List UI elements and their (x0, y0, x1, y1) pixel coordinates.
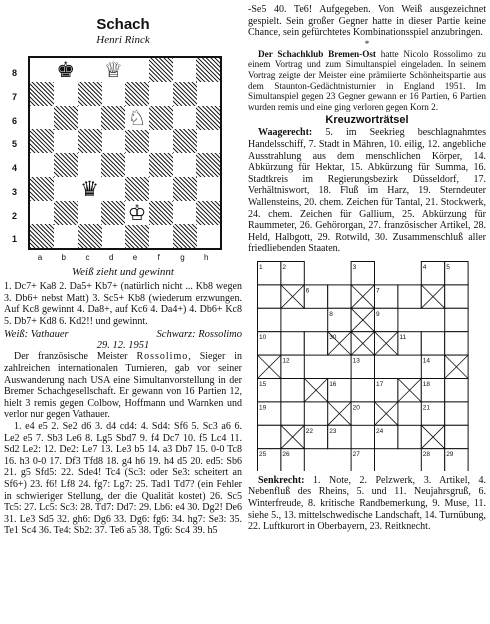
problem-caption: Weiß zieht und gewinnt (72, 266, 174, 278)
board-square (149, 153, 173, 177)
across-clues: 5. im Seekrieg beschlagnahmtes Handelsschiff, 7. Stadt in Mähren, 10. eilig, 12. angebliche Ausstrahlung aus dem menschlichen Körper, 14. Abkürzung für Hektar, 15. Abkürzung für Summa, 16. Stadtkreis im Regierungsbezirk Düsseldorf, 17. Verhältniswort, 18. Fluß im Harz, 19. Sterndeuter Wallensteins, 20. chem. Zeichen für Tantal, 21. Stockwerk, 24. chem. Zeichen für Gallium, 25. Abkürzung für Raummeter, 26. Gehörorgan, 27. französischer Artikel, 28. Held, Halbgott, 29. Rotwild, 30. Zusammenschluß aller friedliebenden Staaten. (248, 127, 487, 255)
board-square (196, 82, 220, 106)
crossword-cell[interactable] (445, 308, 468, 331)
crossword-cell[interactable] (281, 378, 304, 401)
crossword-number: 19 (259, 404, 267, 412)
crossword-number: 8 (329, 310, 333, 318)
board-square (149, 177, 173, 201)
across-label: Waagerecht: (258, 127, 313, 139)
board-square (78, 153, 102, 177)
crossword-number: 27 (352, 451, 360, 459)
game-moves: 1. e4 e5 2. Se2 d6 3. d4 cd4: 4. Sd4: Sf6 5. Sc3 a6 6. Le2 e5 7. Sb3 Le6 8. Lg5 Sbd7 9. f4 Dc7 10. f5 Lc4 11. Sd2 Le2: 12. De2: Le7 13. Le3 b5 14. a3 Db7 15. 0-0 Tc8 16. h3 0-0 17. Df3 Tfd8 18. g4 h6 19. h4 d5 20. ed5: Sb6 21. g5 Sfd5: 22. Sde4! Tc4 (Sc3: oder Se3: scheitert an Sf6+) 23. f6! Lf8 24. fg7: Lg7: 25. Tad1 Td7? (ein Fehler in schwieriger Stellung, der die Qualität kostet) 26. Sc5 Tc5: 27. Lc5: Sc3: 28. Td7: Dd7: 29. Lb6: e4 30. Dg2! De6 31. Le3 Sd5 32. gh6: Dg6 33. Dg6: fg6: 34. hg7: Se3: 35. Te1 Sc4 36. Te4: Sb2: 37. Te6 a5 38. Tg6: Sc4 39. h5 (4, 420, 242, 537)
crossword-number: 23 (329, 427, 337, 435)
crossword-number: 6 (305, 287, 310, 295)
board-square (54, 224, 78, 248)
crossword-cell[interactable] (398, 285, 421, 308)
crossword-number: 10 (259, 334, 267, 342)
game-intro (4, 351, 242, 421)
crossword-number: 13 (352, 357, 360, 365)
file-label: h (204, 253, 209, 262)
board-square (101, 224, 125, 248)
board-square (78, 129, 102, 153)
file-label: b (61, 253, 66, 262)
crossword-number: 21 (422, 404, 431, 412)
board-square (78, 82, 102, 106)
game-intro-post: , Sieger in zahlreichen internationalen Turnieren, gab vor seiner Auswanderung nach USA eine Simultanvorstellung in der Bremer Schachgesellschaft. Er gewann von 16 Partien 12, hielt 3 remis gegen Colbow, Hoffmann und Warnken und verlor nur gegen Vathauer. (4, 351, 243, 421)
crossword-number: 29 (446, 451, 454, 459)
board-square (125, 224, 149, 248)
crossword-cell[interactable] (445, 378, 468, 401)
game-ending: -Se5 40. Te6! Aufgegeben. Von Weiß ausgezeichnet gespielt. Sein großer Gegner hatte in dieser Partie keine Chance, sein gefürchtetes Kombinationsspiel anzubringen. (248, 4, 486, 39)
board-square (173, 177, 197, 201)
board-square (125, 129, 149, 153)
board-square (30, 58, 54, 82)
crossword-cell[interactable] (445, 332, 468, 355)
crossword-cell[interactable] (351, 378, 374, 401)
file-label: f (157, 253, 160, 262)
rank-label: 7 (12, 91, 18, 102)
board-square (149, 224, 173, 248)
left-column (4, 4, 242, 537)
crossword-number: 16 (329, 380, 337, 388)
board-square (30, 177, 54, 201)
board-square (173, 153, 197, 177)
crossword-cell[interactable] (445, 425, 468, 448)
black-queen-piece: ♛ (78, 177, 102, 201)
crossword-cell[interactable] (445, 285, 468, 308)
chess-board (28, 56, 222, 250)
crossword-number: 24 (376, 427, 384, 435)
rank-label: 5 (12, 139, 18, 150)
white-knight-piece: ♘ (125, 106, 149, 130)
right-column (248, 4, 486, 533)
crossword-cell[interactable] (258, 308, 281, 331)
board-square (30, 129, 54, 153)
crossword-number: 11 (399, 334, 407, 342)
crossword-number: 18 (422, 380, 431, 388)
board-square (125, 82, 149, 106)
board-square (149, 58, 173, 82)
crossword-number: 4 (422, 263, 427, 271)
file-label: c (85, 253, 90, 262)
game-black-player: Schwarz: Rossolimo (156, 329, 242, 341)
club-text: hatte Nicolo Rossolimo zu einem Vortrag und zum Simultanspiel eingeladen. In seinem Vortrag zeigte der Meister eine prämiierte Schönheitspartie aus dem Staunton-Gedächtnisturnier in England 1951. Im Simultanspiel gegen 23 Gegner gewann er 16 Partien, 6 Partien wurden remis und eine ging verloren gegen Korn 2. (248, 48, 487, 112)
board-square (173, 106, 197, 130)
crossword-number: 26 (282, 451, 290, 459)
problem-title: Schach (96, 16, 150, 33)
rank-label: 3 (12, 186, 18, 197)
board-square (196, 177, 220, 201)
board-square (30, 201, 54, 225)
board-square (149, 82, 173, 106)
board-square (149, 201, 173, 225)
board-square (173, 201, 197, 225)
board-square (30, 106, 54, 130)
down-label: Senkrecht: (258, 474, 305, 486)
down-clues: 1. Note, 2. Pelzwerk, 3. Artikel, 4. Nebenfluß des Rheins, 5. und 11. Neujahrsgruß, 6. Winterfreude, 8. kritische Randbemerkung, 9. Muse, 11. siehe 5., 13. mittelschwedische Landschaft, 14. Turnübung, 22. Luftkurort in Oberbayern, 23. Reitknecht. (248, 474, 486, 533)
white-king-piece: ♔ (125, 201, 149, 225)
board-square (173, 58, 197, 82)
crossword-number: 15 (259, 380, 267, 388)
rank-label: 8 (12, 68, 18, 78)
crossword-cell[interactable] (281, 402, 304, 425)
crossword-number: 28 (422, 451, 431, 459)
crossword-cell[interactable] (445, 402, 468, 425)
crossword-number: 1 (259, 263, 263, 271)
board-square (173, 82, 197, 106)
crossword-number: 20 (352, 404, 360, 412)
crossword-number: 2 (282, 263, 287, 271)
crossword-cell[interactable] (421, 332, 444, 355)
board-square (30, 224, 54, 248)
board-square (125, 153, 149, 177)
crossword-number: 14 (422, 357, 431, 365)
problem-author: Henri Rinck (96, 34, 150, 46)
crossword-grid-area (248, 261, 486, 473)
crossword-number: 17 (376, 380, 384, 388)
crossword-down (248, 475, 486, 533)
file-label: d (109, 253, 114, 262)
board-square (101, 153, 125, 177)
board-square (101, 82, 125, 106)
board-square (101, 177, 125, 201)
crossword-number: 5 (446, 263, 450, 271)
board-square (196, 106, 220, 130)
file-label: a (37, 253, 43, 262)
problem-solution: 1. Dc7+ Ka8 2. Da5+ Kb7+ (natürlich nicht ... Kb8 wegen 3. Db6+ nebst Matt) 3. Sc5+ Kb8 (wiederum erzwungen. Auf Kc8 gewinnt 4. Da8+, auf Kc6 4. Da4+) 4. Db6+ Kc8 5. Db7+ Kd8 6. Kd2!! und gewinnt. (4, 281, 242, 327)
board-square (54, 106, 78, 130)
crossword-cell[interactable] (304, 332, 327, 355)
board-square (54, 82, 78, 106)
chess-diagram (4, 52, 242, 264)
board-square (78, 58, 102, 82)
separator-star: * (364, 38, 370, 49)
crossword-cell[interactable] (398, 425, 421, 448)
board-square (54, 153, 78, 177)
board-square (196, 58, 220, 82)
crossword-across (248, 127, 486, 255)
file-label: e (132, 253, 138, 262)
crossword-cell[interactable] (258, 425, 281, 448)
board-square (30, 82, 54, 106)
black-king-piece: ♚ (54, 58, 78, 82)
crossword-cell[interactable] (281, 332, 304, 355)
board-square (78, 201, 102, 225)
board-square (54, 201, 78, 225)
white-queen-piece: ♕ (101, 58, 125, 82)
board-square (78, 224, 102, 248)
club-name: Der Schachklub Bremen-Ost (258, 48, 376, 59)
board-square (149, 129, 173, 153)
board-square (125, 58, 149, 82)
board-square (54, 129, 78, 153)
file-label: g (180, 253, 185, 262)
game-header (4, 329, 242, 340)
crossword-cell[interactable] (328, 285, 351, 308)
board-square (173, 224, 197, 248)
game-intro-pre: Der französische Meister (14, 351, 128, 363)
board-square (30, 153, 54, 177)
rank-label: 6 (12, 115, 18, 126)
board-square (78, 106, 102, 130)
board-square (54, 177, 78, 201)
rank-label: 2 (12, 210, 18, 221)
board-square (101, 129, 125, 153)
club-report (248, 49, 486, 113)
crossword-number: 3 (352, 263, 357, 271)
game-intro-name: Rossolimo (136, 351, 189, 363)
crossword-number: 25 (259, 451, 267, 459)
board-square (196, 153, 220, 177)
board-square (125, 177, 149, 201)
crossword-number: 9 (376, 310, 380, 318)
crossword-number: 12 (282, 357, 290, 365)
crossword-number: 30 (329, 334, 337, 342)
board-square (196, 129, 220, 153)
board-square (196, 224, 220, 248)
crossword-number: 22 (305, 427, 314, 435)
board-square (196, 201, 220, 225)
crossword-title: Kreuzworträtsel (325, 114, 409, 127)
board-square (101, 201, 125, 225)
rank-label: 4 (12, 163, 18, 173)
crossword-number: 7 (376, 287, 380, 295)
board-square (149, 106, 173, 130)
crossword-grid (257, 261, 479, 471)
rank-label: 1 (12, 234, 18, 245)
board-square (101, 106, 125, 130)
board-square (173, 129, 197, 153)
game-white-player: Weiß: Vathauer (4, 329, 69, 341)
game-date: 29. 12. 1951 (96, 340, 150, 352)
crossword-cell[interactable] (258, 285, 281, 308)
